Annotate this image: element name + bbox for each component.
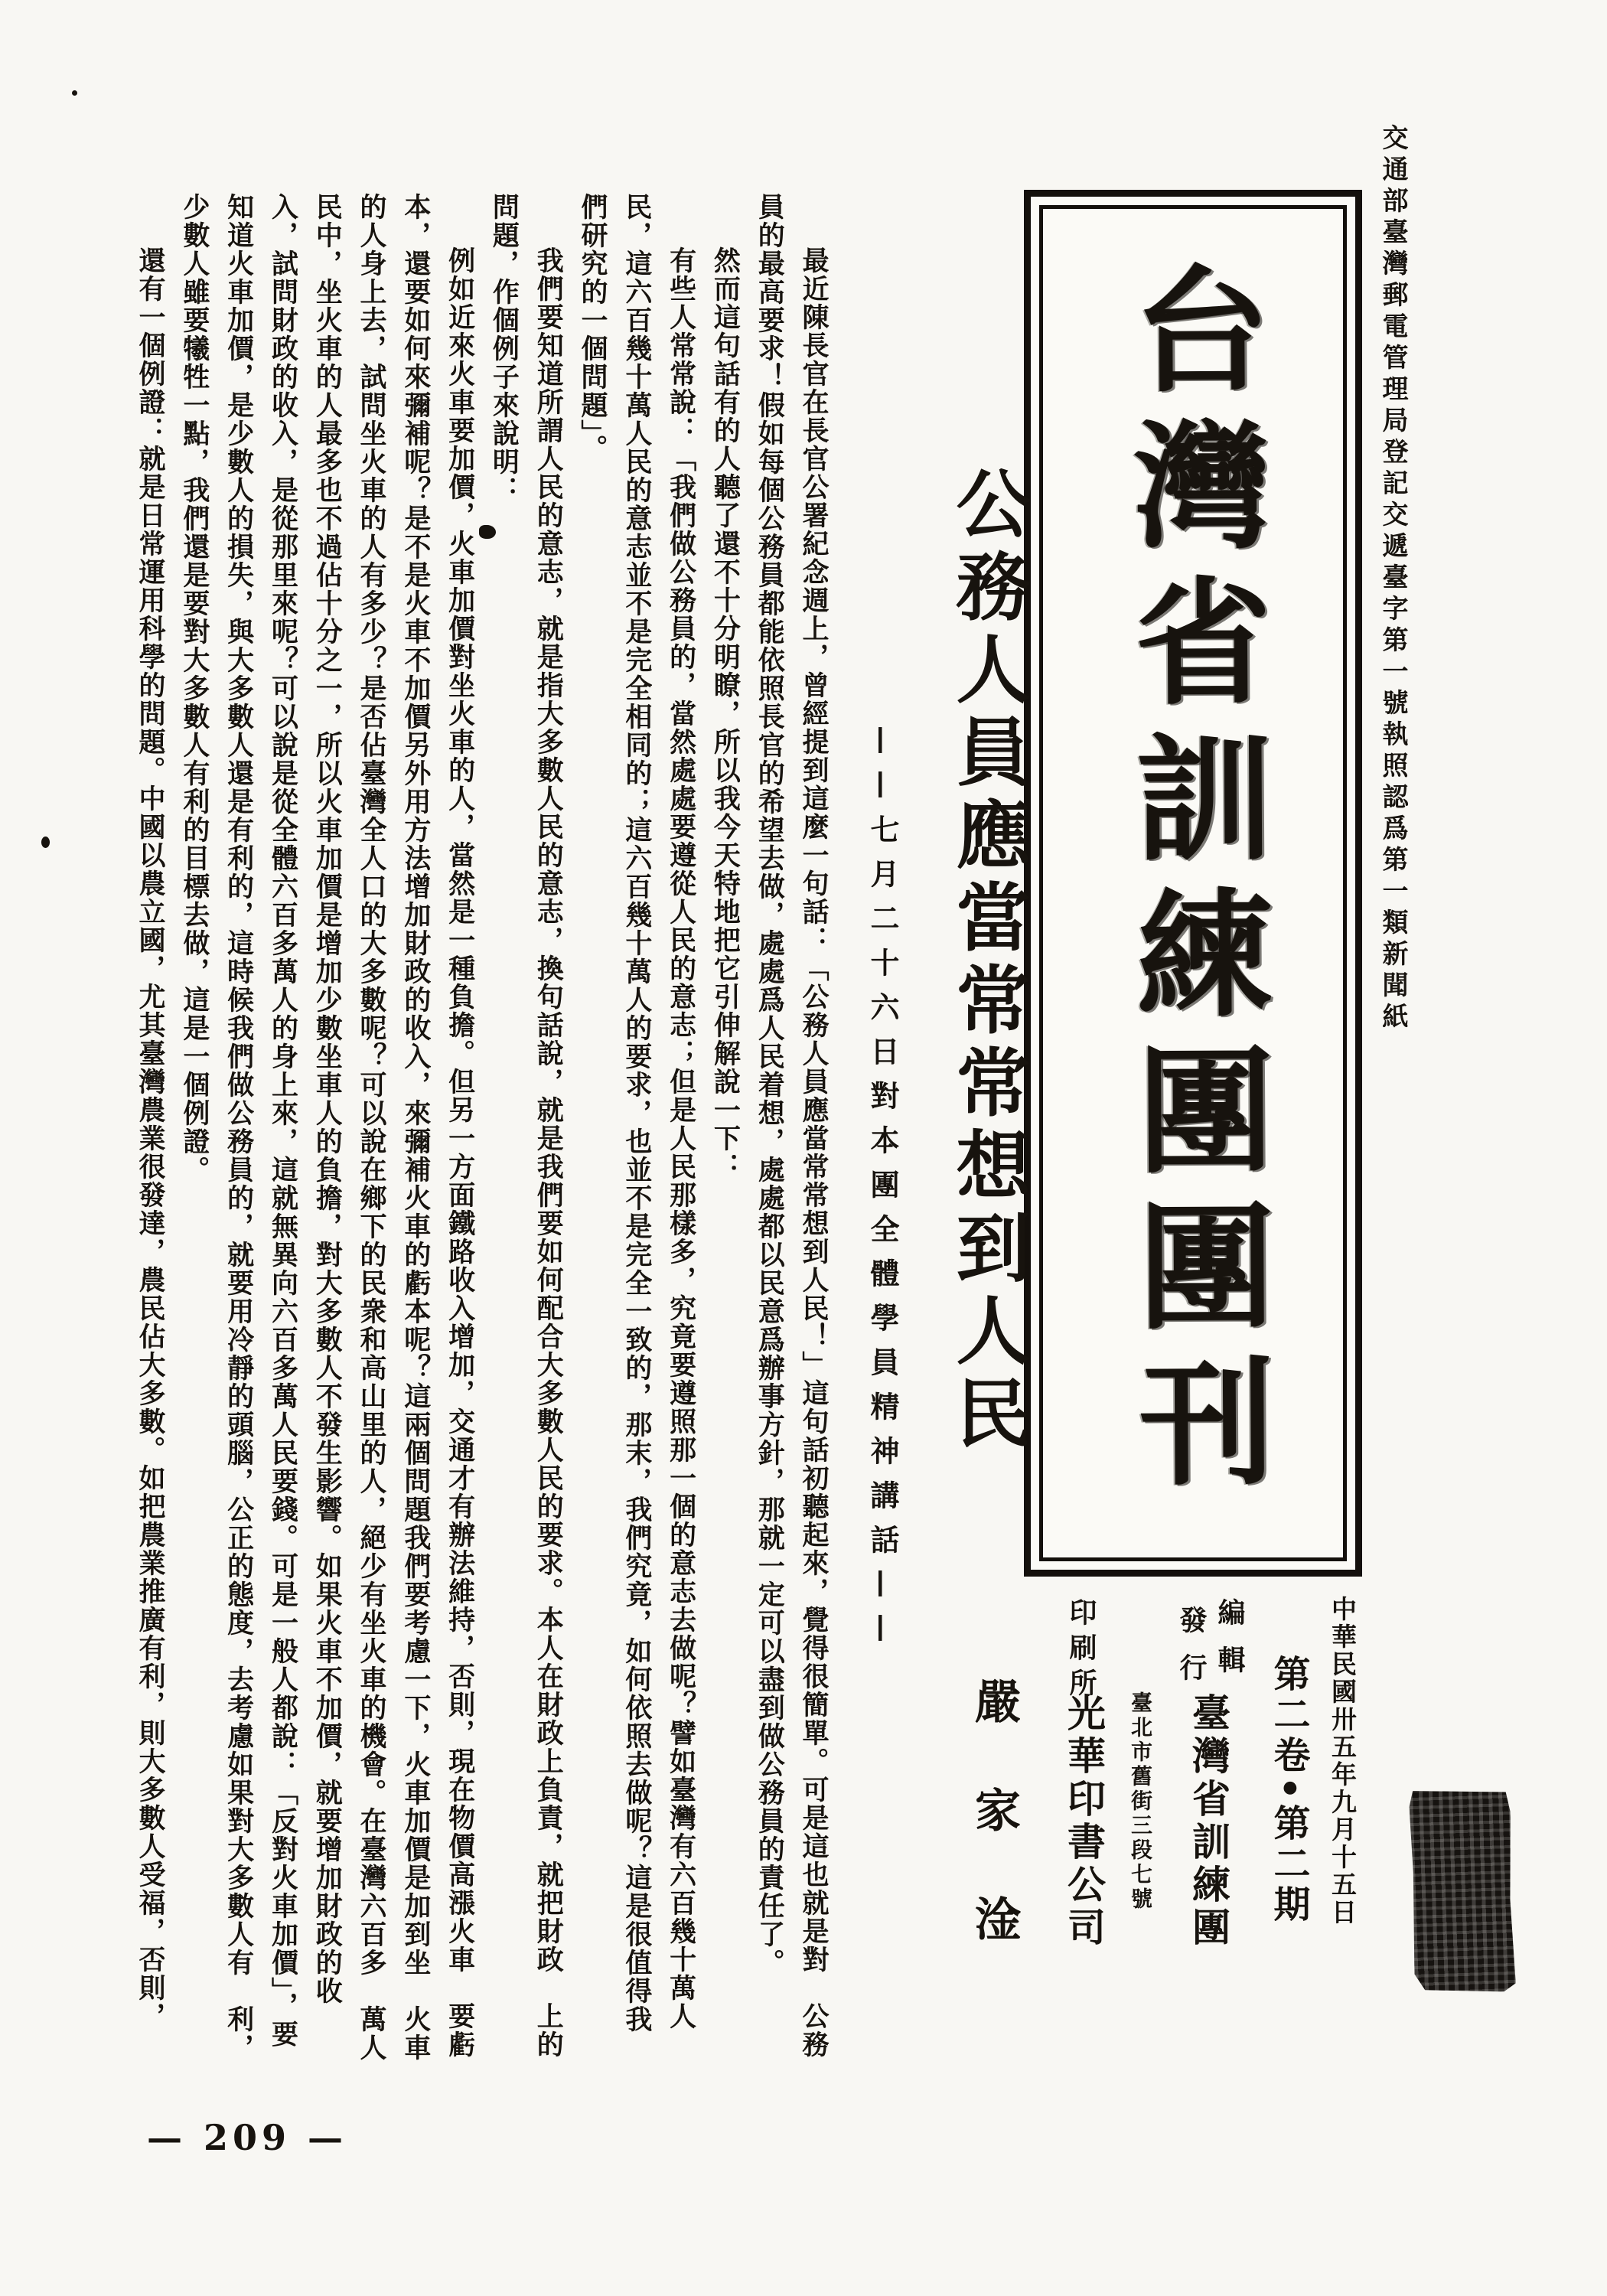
masthead-inner-border bbox=[1039, 205, 1347, 1561]
journal-title: 台灣省訓練團團刊 bbox=[1110, 258, 1277, 1508]
volume-issue: 第二卷•第二期 bbox=[1267, 1655, 1310, 1926]
masthead-box bbox=[1024, 190, 1362, 1577]
article-column: 少數人雖要犧牲一點，我們還是要對大多數人有利的目標去做，這是一個例證。 bbox=[178, 193, 210, 1184]
page-number: — 209 — bbox=[147, 2117, 348, 2158]
ink-speck bbox=[41, 837, 50, 848]
article-column: 入，試問財政的收入，是從那里來呢？可以說是從全體六百多萬人的身上來，這就無異向六百多萬人民要錢。可是一般人都說：「反對火車加價」，要 bbox=[267, 193, 299, 2049]
publication-date: 中華民國卅五年九月十五日 bbox=[1328, 1596, 1358, 1926]
article-column: 民，這六百幾十萬人民的意志並不是完全相同的；這六百幾十萬人的要求，也並不是完全一致的，那末，我們究竟，如何依照去做呢？這是很值得我 bbox=[621, 193, 653, 2033]
article-column: 問題，作個例子來說明： bbox=[488, 193, 520, 504]
article-subtitle: ——七月二十六日對本團全體學員精神講話—— bbox=[865, 726, 900, 1658]
article-title: 公務人員應當常常想到人民 bbox=[944, 465, 1031, 1457]
editor-label: 編輯 bbox=[1214, 1598, 1246, 1693]
article-column: 知道火車加價，是少數人的損失，與大多數人還是有利的，這時候我們做公務員的，就要用冷靜的頭腦，公正的態度，去考慮如果對大多數人有 利， bbox=[223, 193, 255, 2062]
article-column: 的人身上去，試問坐火車的人有多少？是否佔臺灣全人口的大多數呢？可以說在鄉下的民衆和高山里的人，絕少有坐火車的機會。在臺灣六百多 萬人 bbox=[356, 193, 388, 2062]
postal-registration-line: 交通部臺灣郵電管理局登記交遞臺字第一號執照認爲第一類新聞紙 bbox=[1377, 124, 1408, 1034]
ink-seal bbox=[1409, 1788, 1516, 1994]
article-column: 我們要知道所謂人民的意志，就是指大多數人民的意志，換句話說，就是我們要如何配合大多數人民的要求。本人在財政上負責，就把財政 上的 bbox=[533, 246, 565, 2059]
printer-label: 印刷所 bbox=[1065, 1598, 1097, 1704]
article-column: 還有一個例證：就是日常運用科學的問題。中國以農立國，尤其臺灣農業很發達，農民佔大多數。如把農業推廣有利，則大多數人受福，否則， bbox=[135, 246, 167, 2030]
printer-name: 光華印書公司 bbox=[1061, 1693, 1107, 1950]
article-column: 例如近來火車要加價，火車加價對坐火車的人，當然是一種負擔。但另一方面鐵路收入增加，交通才有辦法維持，否則，現在物價高漲火車 要虧 bbox=[444, 246, 476, 2059]
article-column: 員的最高要求！假如每個公務員都能依照長官的希望去做，處處爲人民着想，處處都以民意爲辦事方針，那就一定可以盡到做公務員的責任了。 bbox=[754, 193, 786, 1977]
article-column: 本，還要如何來彌補呢？是不是火車不加價另外用方法增加財政的收入，來彌補火車的虧本呢？這兩個問題我們要考慮一下，火車加價是加到坐 火車 bbox=[399, 193, 432, 2062]
publisher-label: 發行 bbox=[1175, 1606, 1208, 1701]
article-column: 最近陳長官在長官公署紀念週上，曾經提到這麼一句話：「公務人員應當常常想到人民！」這句話初聽起來，覺得很簡單。可是這也就是對 公務 bbox=[798, 246, 830, 2059]
publisher-name: 臺灣省訓練團 bbox=[1186, 1693, 1231, 1950]
ink-speck bbox=[479, 525, 496, 539]
publisher-address: 臺北市舊街三段七號 bbox=[1128, 1691, 1153, 1912]
ink-speck bbox=[72, 90, 77, 96]
article-body bbox=[127, 193, 836, 2141]
article-column: 然而這句話有的人聽了還不十分明瞭，所以我今天特地把它引伸解說一下： bbox=[709, 246, 742, 1181]
article-author: 嚴家淦 bbox=[967, 1678, 1021, 2004]
article-column: 有些人常常說：「我們做公務員的，當然處處要遵從人民的意志；但是人民那樣多，究竟要遵照那一個的意志去做呢？譬如臺灣有六百幾十萬人 bbox=[665, 246, 697, 2030]
article-column: 們研究的一個問題」。 bbox=[577, 193, 609, 463]
article-column: 民中，坐火車的人最多也不過佔十分之一，所以火車加價是增加少數坐車人的負擔，對大多數人不發生影響。如果火車不加價，就要增加財政的收 bbox=[311, 193, 344, 2005]
